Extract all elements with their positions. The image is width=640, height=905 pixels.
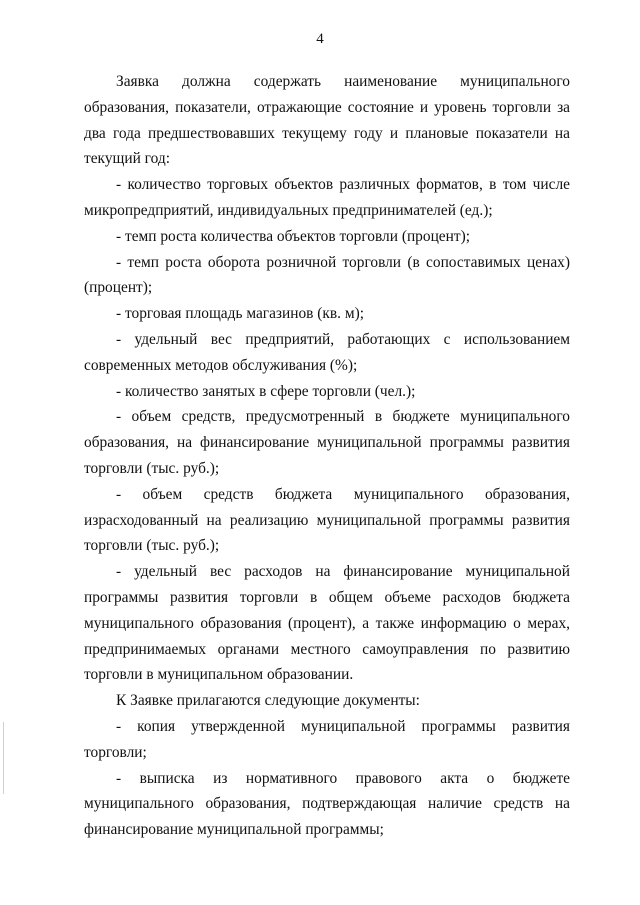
list-item-expense-share: - удельный вес расходов на финансирование муниципальной программы развития торговли в общем объеме расходов бюджета муниципального образования (процент), а также информацию о мерах, предпринимаемых органами местного самоуправления по развитию торговли в муниципальном образовании.	[84, 563, 570, 684]
list-item-budget-planned: - объем средств, предусмотренный в бюджете муниципального образования, на финансирование муниципальной программы развития торговли (тыс. руб.);	[84, 408, 570, 477]
list-item-program-copy: - копия утвержденной муниципальной программы развития торговли;	[84, 717, 570, 761]
paragraph-intro: Заявка должна содержать наименование муниципального образования, показатели, отражающие состояние и уровень торговли за два года предшествовавших текущему году и плановые показатели на текущий год:	[84, 73, 570, 168]
document-body	[84, 69, 570, 843]
list-item-modern-service-share: - удельный вес предприятий, работающих с использованием современных методов обслуживания (%);	[84, 330, 570, 374]
paragraph-attachments-heading: К Заявке прилагаются следующие документы:	[116, 692, 420, 710]
list-item-budget-spent: - объем средств бюджета муниципального образования, израсходованный на реализацию муниципальной программы развития торговли (тыс. руб.);	[84, 485, 570, 555]
scan-margin-mark	[3, 722, 4, 794]
page-number: 4	[316, 31, 324, 47]
list-item-turnover-growth-rate: - темп роста оборота розничной торговли (в сопоставимых ценах) (процент);	[84, 253, 570, 297]
list-item-objects-growth-rate: - темп роста количества объектов торговли (процент);	[116, 227, 470, 245]
list-item-trade-objects-count: - количество торговых объектов различных форматов, в том числе микропредприятий, индивидуальных предпринимателей (ед.);	[84, 176, 570, 219]
list-item-employed-count: - количество занятых в сфере торговли (чел.);	[116, 382, 416, 400]
list-item-retail-area: - торговая площадь магазинов (кв. м);	[116, 305, 365, 323]
list-item-budget-extract: - выписка из нормативного правового акта о бюджете муниципального образования, подтверждающая наличие средств на финансирование муниципальной программы;	[84, 769, 570, 839]
